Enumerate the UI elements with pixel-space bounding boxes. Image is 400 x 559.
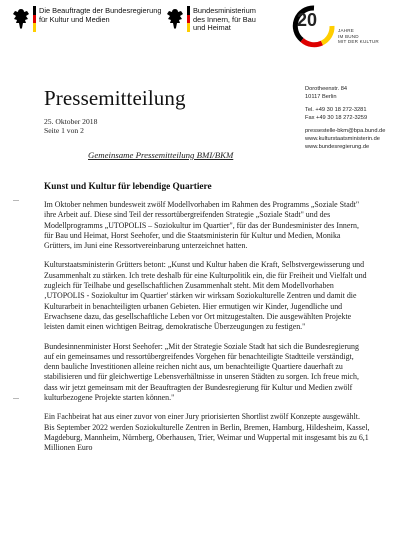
bmi-logo-line: Bundesministerium [193, 6, 256, 15]
phone-line: Tel. +49 30 18 272-3281 [305, 107, 367, 114]
german-flag-stripe [33, 6, 36, 32]
joint-release-subtitle: Gemeinsame Pressemitteilung BMI/BKM [88, 150, 234, 160]
bmi-logo-line: des Innern, für Bau [193, 14, 256, 24]
address-line: Dorotheenstr. 84 [305, 86, 348, 92]
fold-mark [13, 398, 19, 399]
body-paragraph: Im Oktober nehmen bundesweit zwölf Modellvorhaben im Rahmen des Programms „Soziale Stadt" ihre Arbeit auf. Diese sind Teil der ressortübergreifenden Strategie „Soziale Stadt" und des Modellprogramms „UTOPOLIS – Soziokultur im Quartier", für das der Bundesminister des Innern, für Bau und Heimat, Horst Seehofer, und die Staatsministerin für Kultur und Medien, Monika Grütters, im Juni eine Ressortvereinbarung unterzeichnet hatten. [44, 200, 360, 251]
anniversary-line: MIT DER KULTUR [338, 39, 379, 45]
body-paragraph: Bundesinnenminister Horst Seehofer: „Mit der Strategie Soziale Stadt hat sich die Bundesregierung auf ein gemeinsames und ressortübergreifendes Vorgehen für benachteiligte Stadtteile verständigt, denn bauliche Investitionen alleine reichen nicht aus, um benachteiligte Quartiere dauerhaft zu stabilisieren und für gleichwertige Lebensverhältnisse in unseren Städten zu sorgen. Ich freue mich, dass wir jetzt gemeinsam mit der Beauftragten der Bundesregierung für Kultur und Medien zwölf kulturbezogene Projekte starten können." [44, 341, 359, 403]
fold-mark [13, 200, 19, 201]
bkm-logo-line: für Kultur und Medien [39, 14, 110, 24]
bkm-logo-text [39, 7, 161, 24]
bmi-logo-text [193, 7, 256, 33]
article-body [44, 200, 370, 463]
anniversary-number: 20 [297, 10, 318, 30]
bmi-logo-line: und Heimat [193, 23, 231, 33]
federal-eagle-icon [12, 8, 30, 30]
anniversary-line: IM BUND [338, 33, 359, 39]
body-paragraph: Kulturstaatsministerin Grütters betont: „Kunst und Kultur haben die Kraft, Selbstvergewisserung und Zusammenhalt zu stärken. Ich trete deshalb für eine Kulturpolitik ein, die für Freiheit und Vielfalt und zugleich für Teilhabe und gesellschaftlichen Zusammenhalt steht. Mit dem Modellvorhaben ‚UTOPOLIS - Soziokultur im Quartier' stärken wir wirksam Soziokulturelle Zentren und damit die Kulturarbeit in benachteiligten urbanen Gebieten. Hier ermutigen wir Kinder, Jugendliche und Erwachsene dazu, das gesellschaftliche Leben vor Ort mitzugestalten. Die ausgewählten Projekte leisten damit einen wichtigen Beitrag, demokratische Überzeugungen zu festigen." [44, 260, 367, 332]
page-title: Pressemitteilung [44, 86, 186, 110]
page-counter: Seite 1 von 2 [44, 126, 84, 136]
body-paragraph: Ein Fachbeirat hat aus einer zuvor von einer Jury priorisierten Shortlist zwölf Konzepte ausgewählt. Bis September 2022 werden Soziokulturelle Zentren in Berlin, Bremen, Hamburg, Hildesheim, Kassel, Magdeburg, Mannheim, Nürnberg, Oberhausen, Trier, Weimar und Wuppertal mit insgesamt bis zu 6,1 Millionen Euro [44, 412, 370, 453]
federal-eagle-icon [166, 8, 184, 30]
anniversary-text [338, 28, 379, 45]
email-link[interactable]: pressestelle-bkm@bpa.bund.de [305, 128, 386, 135]
fax-line: Fax +49 30 18 272-3259 [305, 114, 368, 121]
bkm-logo-line: Die Beauftragte der Bundesregierung [39, 6, 162, 15]
contact-block [305, 86, 385, 151]
document-date: 25. Oktober 2018 [44, 117, 98, 126]
german-flag-stripe [187, 6, 190, 32]
article-headline: Kunst und Kultur für lebendige Quartiere [44, 182, 212, 192]
address-line: 10117 Berlin [305, 93, 337, 100]
website-link[interactable]: www.kulturstaatsministerin.de [305, 135, 380, 142]
anniversary-line: JAHRE [338, 28, 355, 33]
website-link[interactable]: www.bundesregierung.de [305, 143, 370, 150]
document-meta [44, 117, 97, 136]
